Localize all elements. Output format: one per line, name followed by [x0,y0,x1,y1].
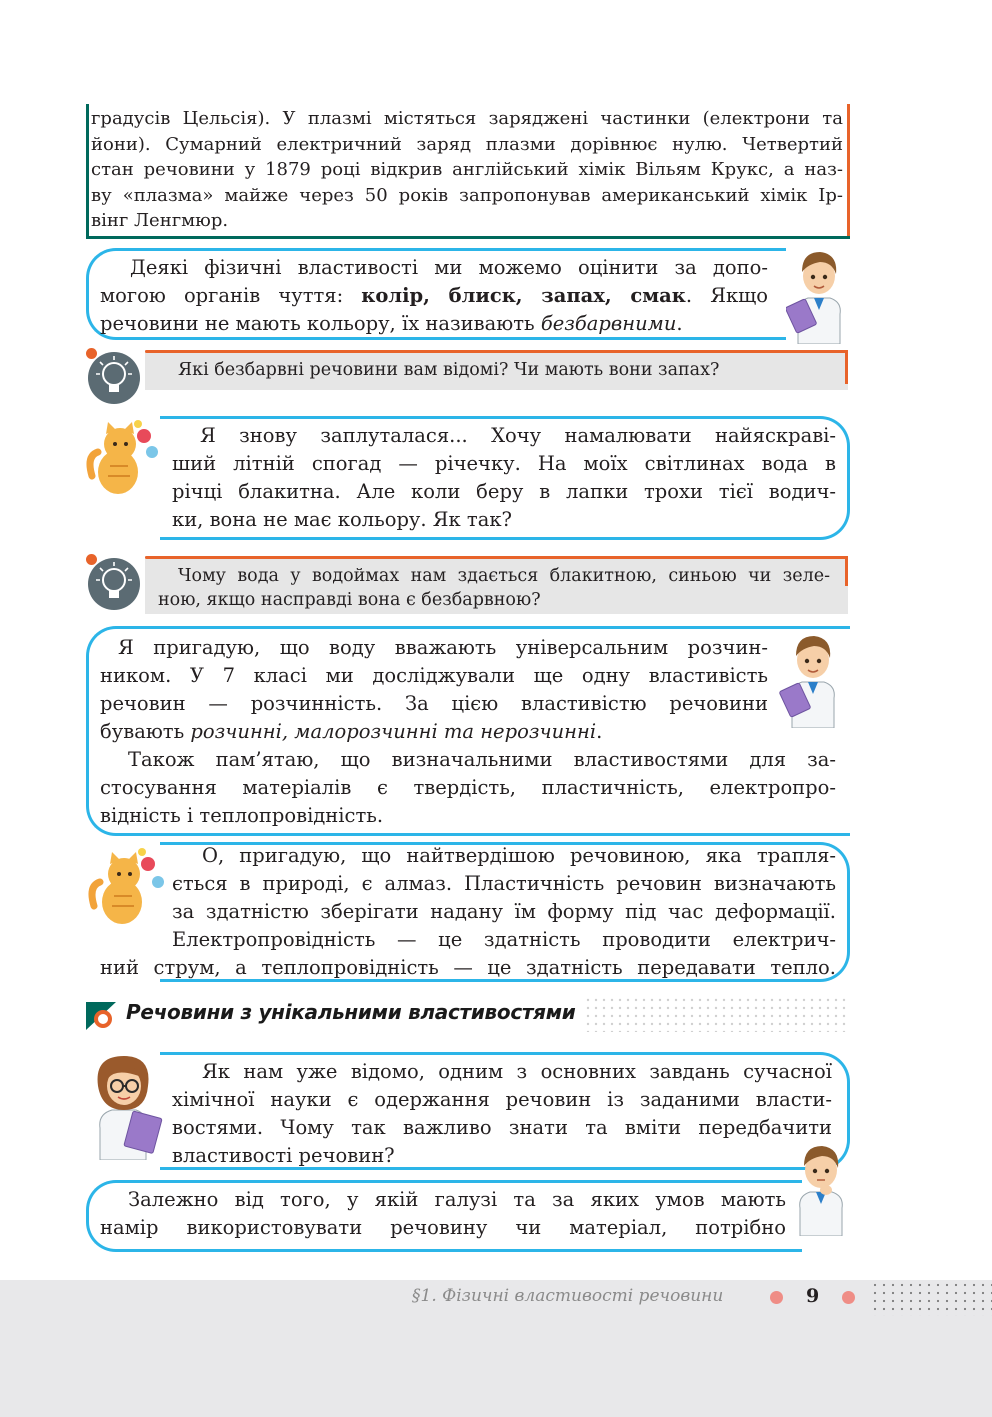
footer-dot [842,1291,855,1304]
text-fragment: . [596,720,603,743]
page-number: 9 [806,1285,820,1307]
bubble-text [100,254,768,338]
plasma-text [91,106,843,234]
page-footer [0,1280,992,1417]
running-title: §1. Фізичні властивості речовини [412,1286,724,1306]
question-border-right [845,350,848,384]
boy-scientist-illustration [790,1140,852,1236]
italic-term: розчинні, малорозчинні та нерозчинні [190,720,597,743]
text-fragment: могою органів чуття: [100,284,362,307]
bubble-text [172,422,836,534]
boy-scientist-illustration [786,244,850,344]
text-line: ється в природі, є алмаз. Пластичність речовин визначають [172,872,836,895]
box-border-right [847,104,850,238]
question-border-top [145,350,848,353]
lightbulb-icon [88,558,140,610]
text-line: ки, вона не має кольору. Як так? [172,508,512,531]
text-fragment: . Якщо [685,284,769,307]
text-line: Електропровідність — це здатність проводити електрич- [172,928,836,951]
question-text [178,358,838,382]
text-line: Які безбарвні речовини вам відомі? Чи мають вони запах? [178,360,720,380]
cat-illustration [86,842,170,934]
bold-term: колір, блиск, запах, смак [361,284,686,307]
text-line: річці блакитна. Але коли беру в лапки трохи тієї водич- [172,480,836,503]
text-line: йони). Сумарний електричний заряд плазми дорівнює нулю. Четвертий [91,133,843,155]
section-title: Речовини з унікальними властивостями [126,1000,576,1024]
text-line: востями. Чому так важливо знати та вміти передбачити [172,1116,832,1139]
question-border-top [145,556,848,559]
text-line [100,282,768,310]
text-line: Залежно від того, у якій галузі та за яких умов мають [128,1188,786,1211]
text-line: градусів Цельсія). У плазмі містяться заряджені частинки (електрони та [91,108,843,129]
text-line: ний струм, а теплопровідність — це здатність передавати тепло. [100,956,836,979]
text-line: вінг Ленгмюр. [91,210,229,231]
bubble-text [100,746,836,830]
bubble-text [100,1186,786,1242]
text-line: Чому вода у водоймах нам здається блакитною, синьою чи зеле- [178,566,830,586]
question-border-right [845,556,848,586]
bubble-text [172,1058,832,1170]
girl-scientist-illustration [84,1050,170,1160]
plasma-info-box [86,104,848,234]
text-line: властивості речовин? [172,1144,395,1167]
box-border-bottom [86,236,850,239]
text-line: Деякі фізичні властивості ми можемо оцінити за допо- [130,256,768,279]
footer-dot [770,1291,783,1304]
italic-term: безбарвними [540,312,677,335]
text-fragment: бувають [100,720,191,743]
dot-pattern [872,1282,992,1316]
text-line: ву «плазма» майже через 50 років запропонував американський хімік Ір- [91,184,843,206]
text-line: ною, якщо насправді вона є безбарвною? [158,590,541,610]
text-line: Я знову заплуталася... Хочу намалювати найяскраві- [200,424,836,447]
text-line: намір використовувати речовину чи матеріал, потрібно [100,1216,786,1239]
text-fragment: речовини не мають кольору, їх називають [100,312,541,335]
section-marker-icon [86,1002,116,1030]
text-line: відність і теплопровідність. [100,804,384,827]
text-line: О, пригадую, що найтвердішою речовиною, яка трапля- [202,844,836,867]
box-border-left [86,104,89,238]
text-line: ником. У 7 класі ми досліджували ще одну властивість [100,664,768,687]
question-text [158,564,830,612]
text-line: ший літній спогад — річечку. На моїх світлинах вода в [172,452,836,475]
bubble-text [172,842,836,954]
dot-pattern [586,998,850,1032]
text-fragment: . [676,312,683,335]
text-line: речовин — розчинність. За цією властивістю речовини [100,692,768,715]
text-line: стосування матеріалів є твердість, пластичність, електропро- [100,776,836,799]
text-line [100,718,768,746]
text-line [100,310,768,338]
text-line: Як нам уже відомо, одним з основних завдань сучасної [202,1060,832,1083]
lightbulb-icon [88,352,140,404]
text-line: Я пригадую, що воду вважають універсальним розчин- [118,636,768,659]
section-header [86,998,850,1032]
text-line: хімічної науки є одержання речовин із заданими власти- [172,1088,832,1111]
text-line: за здатністю зберігати надану їм форму під час деформації. [172,900,836,923]
bubble-text [100,634,768,746]
bubble-text [100,954,836,982]
text-line: Також пам’ятаю, що визначальними властивостями для за- [128,748,836,771]
text-line: стан речовини у 1879 році відкрив англійський хімік Вільям Крукс, а наз- [91,159,843,180]
boy-scientist-illustration [778,628,850,728]
cat-illustration [84,416,164,502]
